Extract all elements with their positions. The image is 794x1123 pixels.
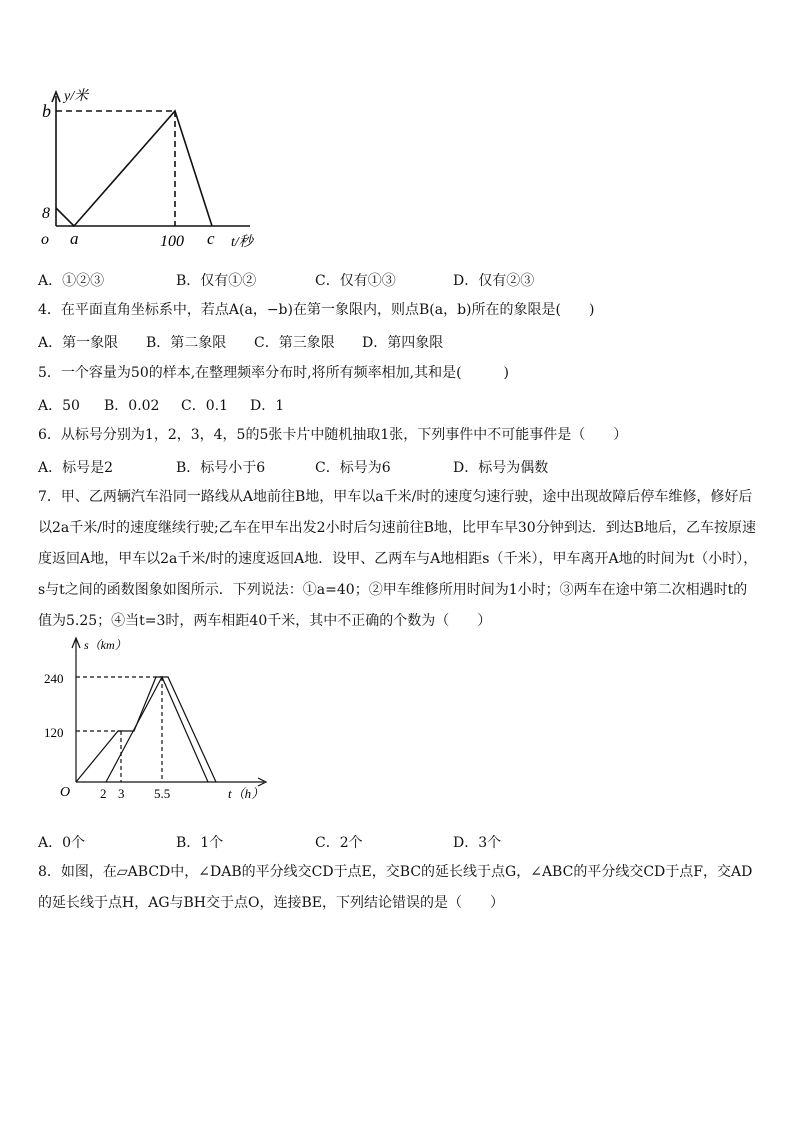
q4-option-d[interactable]: D．第四象限 (362, 335, 444, 351)
distance-time-graph-1 (28, 84, 298, 254)
label-100: 100 (160, 233, 184, 250)
graph-line (56, 111, 212, 226)
car-jia-line (76, 677, 216, 782)
q7-option-b[interactable]: B．1个 (176, 835, 224, 851)
t-axis-label: t（h） (228, 786, 265, 801)
y-axis-label: y/米 (64, 89, 89, 104)
label-b: b (42, 101, 51, 121)
q5-option-c[interactable]: C．0.1 (181, 398, 228, 414)
q7-option-d[interactable]: D．3个 (453, 835, 502, 851)
q6-option-c[interactable]: C．标号为6 (315, 460, 391, 476)
label-c: c (207, 229, 215, 248)
label-o: o (41, 231, 49, 248)
q5-option-d[interactable]: D．1 (250, 398, 285, 414)
label-120: 120 (44, 725, 64, 740)
q4-option-b[interactable]: B．第二象限 (146, 335, 227, 351)
label-t5-5: 5.5 (154, 786, 171, 801)
q7-option-c[interactable]: C．2个 (315, 835, 363, 851)
s-axis-label: s（km） (84, 638, 127, 652)
q6-stem: 6．从标号分别为1，2，3，4，5的5张卡片中随机抽取1张，下列事件中不可能事件是（ ） (38, 427, 628, 443)
q6-option-d[interactable]: D．标号为偶数 (453, 460, 549, 476)
label-240: 240 (44, 671, 64, 686)
q3-option-a[interactable]: A．①②③ (38, 273, 105, 289)
label-origin: O (60, 785, 71, 800)
distance-time-graph-2 (36, 636, 276, 806)
q6-option-a[interactable]: A．标号是2 (38, 460, 114, 476)
label-t3: 3 (118, 786, 125, 801)
label-8: 8 (42, 205, 50, 222)
q7-option-a[interactable]: A．0个 (38, 835, 86, 851)
x-axis-label: t/秒 (231, 235, 253, 250)
q7-stem: 7．甲、乙两辆汽车沿同一路线从A地前往B地，甲车以a千米/时的速度匀速行驶，途中出现故障后停车维修，修好后以2a千米/时的速度继续行驶;乙车在甲车出发2小时后匀速前往B地，比甲车早30分钟到达．到达B地后，乙车按原速度返回A地，甲车以2a千米/时的速度返回A地．设甲、乙两车与A地相距s（千米），甲车离开A地的时间为t（小时），s与t之间的函数图象如图所示．下列说法：①a=40；②甲车维修所用时间为1小时；③两车在途中第二次相遇时t的值为5.25；④当t=3时，两车相距40千米，其中不正确的个数为（ ） (38, 489, 758, 629)
q4-stem: 4．在平面直角坐标系中，若点A(a，−b)在第一象限内，则点B(a，b)所在的象限是( ) (38, 302, 595, 318)
q3-option-b[interactable]: B．仅有①② (176, 273, 257, 289)
q4-option-a[interactable]: A．第一象限 (38, 335, 119, 351)
q3-option-d[interactable]: D．仅有②③ (453, 273, 535, 289)
q5-option-a[interactable]: A．50 (38, 398, 80, 414)
q6-option-b[interactable]: B．标号小于6 (176, 460, 266, 476)
q4-option-c[interactable]: C．第三象限 (254, 335, 335, 351)
q5-option-b[interactable]: B．0.02 (104, 398, 160, 414)
q5-stem: 5．一个容量为50的样本,在整理频率分布时,将所有频率相加,其和是( ) (38, 365, 509, 381)
q3-option-c[interactable]: C．仅有①③ (315, 273, 396, 289)
label-t2: 2 (100, 786, 107, 801)
label-a: a (70, 229, 79, 248)
q8-stem: 8．如图，在▱ABCD中，∠DAB的平分线交CD于点E，交BC的延长线于点G，∠ABC的平分线交CD于点F，交AD的延长线于点H，AG与BH交于点O，连接BE，下列结论错误的是（ ） (38, 864, 753, 911)
